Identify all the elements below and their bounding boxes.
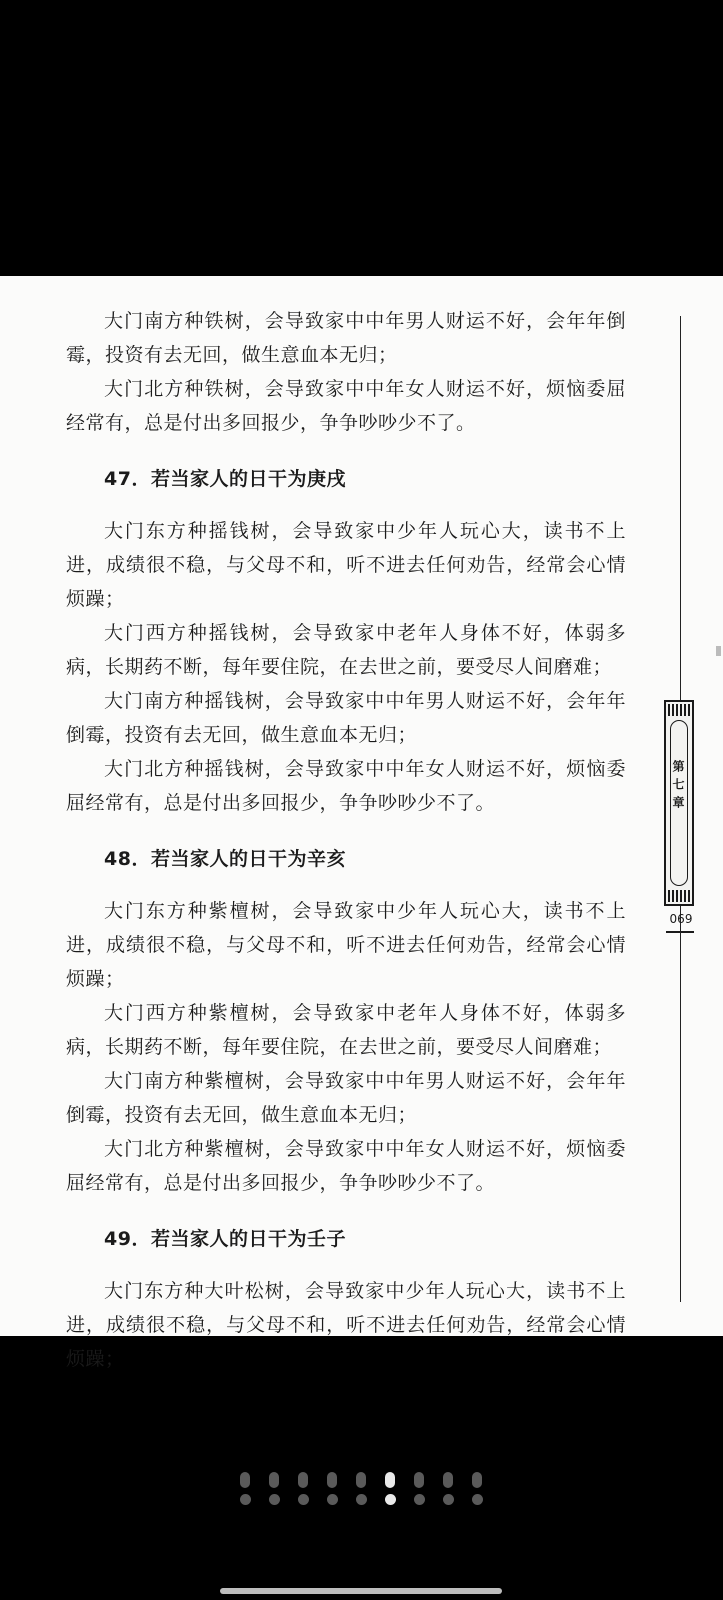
ornament-top — [668, 704, 690, 716]
pager-dot-secondary — [356, 1494, 367, 1505]
image-pager[interactable] — [0, 1472, 723, 1512]
pager-dot-secondary — [327, 1494, 338, 1505]
home-indicator[interactable] — [220, 1588, 502, 1594]
paragraph: 大门西方种紫檀树，会导致家中老年人身体不好，体弱多病，长期药不断，每年要住院，在去世之前，要受尽人间磨难； — [66, 1002, 626, 1058]
pager-dot-secondary — [269, 1494, 280, 1505]
pager-dot[interactable] — [298, 1472, 308, 1488]
pager-dot[interactable] — [356, 1472, 366, 1488]
paragraph: 大门南方种紫檀树，会导致家中中年男人财运不好，会年年倒霉，投资有去无回，做生意血本无归； — [66, 1070, 626, 1126]
paragraph: 大门东方种大叶松树，会导致家中少年人玩心大，读书不上进，成绩很不稳，与父母不和，听不进去任何劝告，经常会心情烦躁； — [66, 1280, 626, 1370]
pager-dot[interactable] — [472, 1472, 482, 1488]
pager-dot[interactable] — [443, 1472, 453, 1488]
paragraph: 大门北方种铁树，会导致家中中年女人财运不好，烦恼委屈经常有，总是付出多回报少，争争吵吵少不了。 — [66, 378, 626, 434]
ornament-bottom — [668, 890, 690, 902]
section-heading-49: 49．若当家人的日干为壬子 — [104, 1228, 346, 1250]
pager-dot[interactable] — [385, 1472, 395, 1488]
pager-dot-secondary — [443, 1494, 454, 1505]
pager-dot-secondary — [240, 1494, 251, 1505]
paragraph: 大门东方种摇钱树，会导致家中少年人玩心大，读书不上进，成绩很不稳，与父母不和，听不进去任何劝告，经常会心情烦躁； — [66, 520, 626, 610]
paragraph: 大门西方种摇钱树，会导致家中老年人身体不好，体弱多病，长期药不断，每年要住院，在去世之前，要受尽人间磨难； — [66, 622, 626, 678]
pager-dot-secondary — [385, 1494, 396, 1505]
pager-dot[interactable] — [414, 1472, 424, 1488]
paragraph: 大门南方种摇钱树，会导致家中中年男人财运不好，会年年倒霉，投资有去无回，做生意血本无归； — [66, 690, 626, 746]
section-heading-48: 48．若当家人的日干为辛亥 — [104, 848, 346, 870]
paragraph: 大门南方种铁树，会导致家中中年男人财运不好，会年年倒霉，投资有去无回，做生意血本无归； — [66, 310, 626, 366]
margin-rule-bottom — [680, 932, 681, 1302]
pager-dot-secondary — [414, 1494, 425, 1505]
chapter-label: 第七章 — [671, 760, 685, 814]
page-text — [66, 304, 626, 1376]
book-page — [0, 276, 723, 1370]
pager-dot[interactable] — [240, 1472, 250, 1488]
pager-dot[interactable] — [269, 1472, 279, 1488]
paragraph: 大门北方种摇钱树，会导致家中中年女人财运不好，烦恼委屈经常有，总是付出多回报少，争争吵吵少不了。 — [66, 758, 626, 814]
pager-dot[interactable] — [327, 1472, 337, 1488]
page-number: 069 — [669, 912, 693, 926]
scroll-indicator — [716, 646, 721, 656]
paragraph: 大门北方种紫檀树，会导致家中中年女人财运不好，烦恼委屈经常有，总是付出多回报少，争争吵吵少不了。 — [66, 1138, 626, 1194]
chapter-tab — [664, 700, 694, 906]
paragraph: 大门东方种紫檀树，会导致家中少年人玩心大，读书不上进，成绩很不稳，与父母不和，听不进去任何劝告，经常会心情烦躁； — [66, 900, 626, 990]
pager-dot-secondary — [298, 1494, 309, 1505]
section-heading-47: 47．若当家人的日干为庚戌 — [104, 468, 346, 490]
pager-dot-secondary — [472, 1494, 483, 1505]
